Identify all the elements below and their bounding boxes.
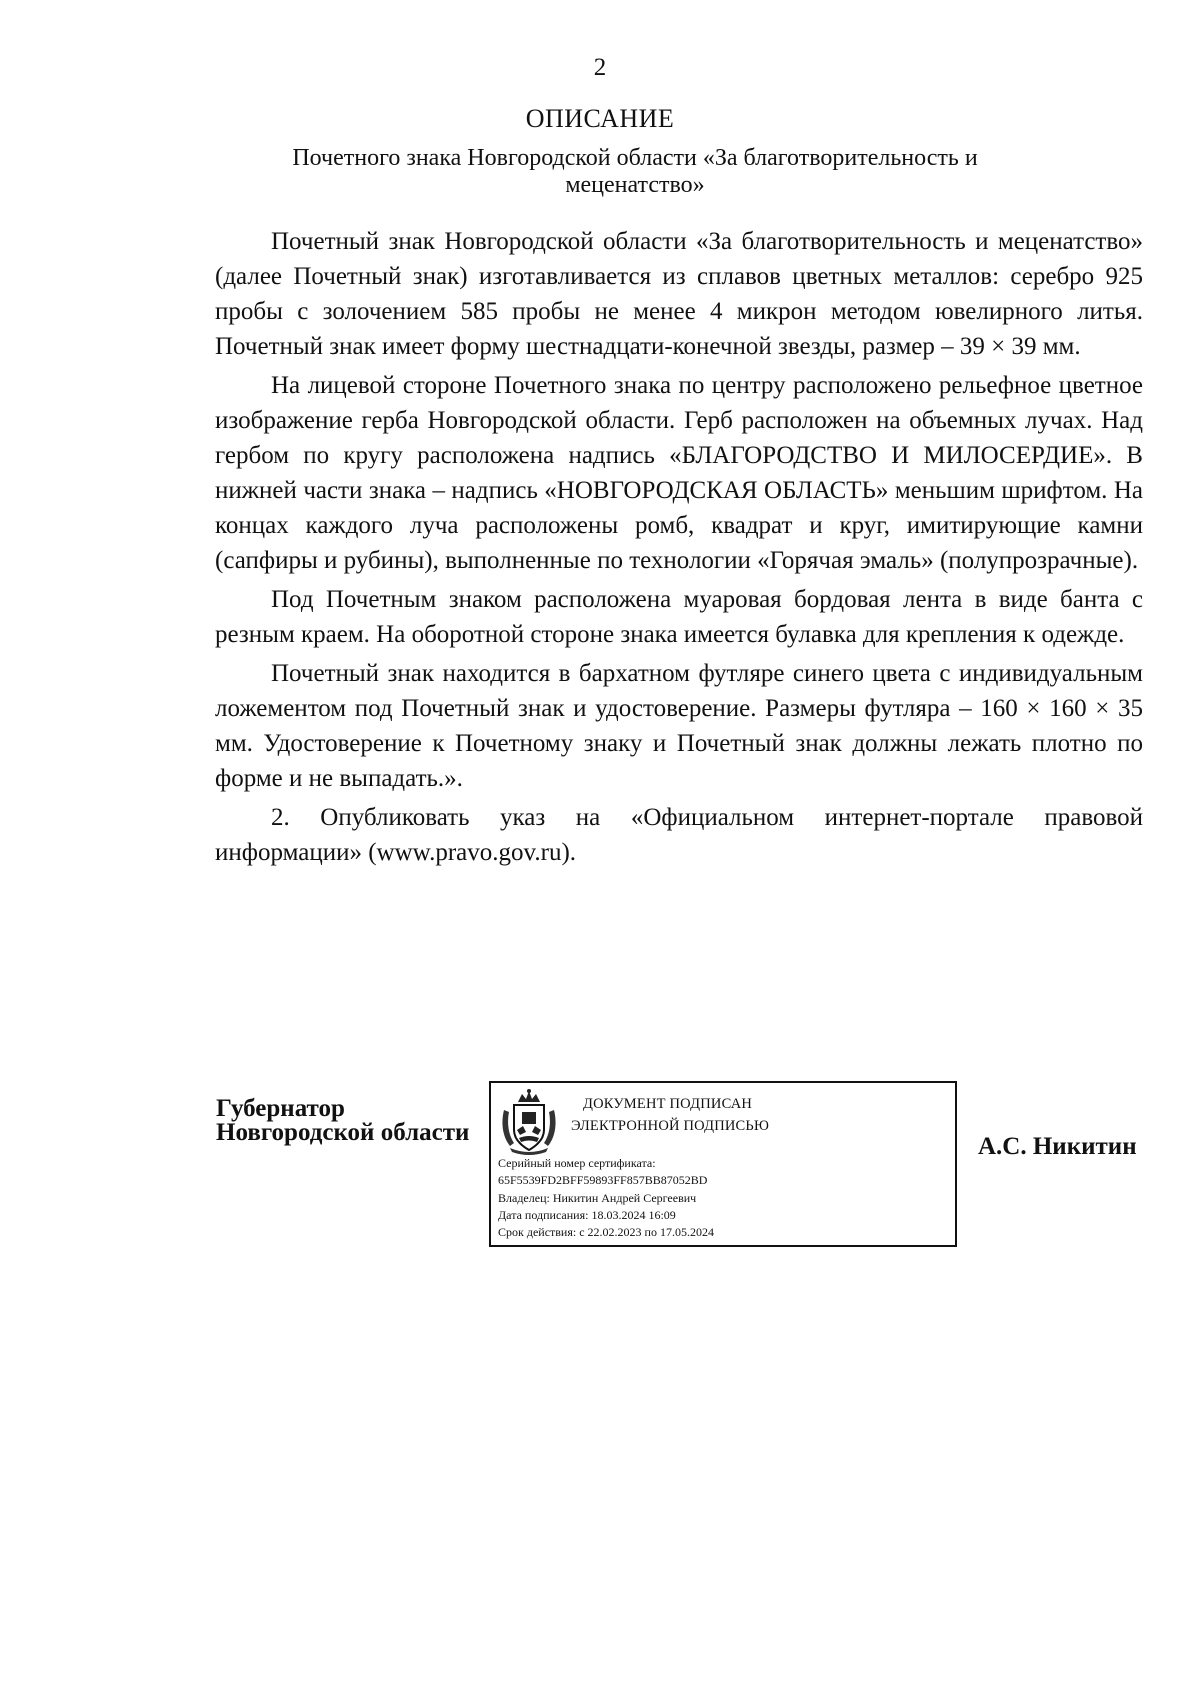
paragraph-materials: Почетный знак Новгородской области «За благотворительность и меценатство» (далее Почетный знак) изготавливается из сплавов цветных металлов: серебро 925 пробы с золочением 585 пробы не менее 4 микрон методом ювелирного литья. Почетный знак имеет форму шестнадцати-конечной звезды, размер – 39 × 39 мм. (215, 228, 1143, 360)
signatory-name: А.С. Никитин (978, 1133, 1137, 1160)
document-body (215, 224, 1143, 874)
paragraph-case: Почетный знак находится в бархатном футляре синего цвета с индивидуальным ложементом под Почетный знак и удостоверение. Размеры футляра – 160 × 160 × 35 мм. Удостоверение к Почетному знаку и Почетный знак должны лежать плотно по форме и не выпадать.». (215, 660, 1143, 792)
subtitle-line: Почетного знака Новгородской области «За благотворительность и (292, 145, 978, 171)
electronic-signature-stamp (489, 1081, 957, 1247)
certificate-owner: Владелец: Никитин Андрей Сергеевич (498, 1190, 697, 1205)
stamp-details (498, 1155, 714, 1241)
certificate-validity: Срок действия: с 22.02.2023 по 17.05.2024 (498, 1225, 714, 1240)
position-line: Новгородской области (216, 1119, 470, 1146)
serial-label: Серийный номер сертификата: (498, 1156, 656, 1170)
position-line: Губернатор (216, 1095, 345, 1122)
page-number: 2 (593, 54, 607, 81)
stamp-header-line1: ДОКУМЕНТ ПОДПИСАН (583, 1096, 753, 1112)
serial-value: 65F5539FD2BFF59893FF857BB87052BD (498, 1173, 708, 1188)
paragraph-ribbon: Под Почетным знаком расположена муаровая бордовая лента в виде банта с резным краем. На оборотной стороне знака имеется булавка для крепления к одежде. (215, 586, 1143, 648)
signatory-position (216, 1097, 469, 1145)
paragraph-front-side: На лицевой стороне Почетного знака по центру расположено рельефное цветное изображение герба Новгородской области. Герб расположен на объемных лучах. Над гербом по кругу расположена надпись «БЛАГОРОДСТВО И МИЛОСЕРДИЕ». В нижней части знака – надпись «НОВГОРОДСКАЯ ОБЛАСТЬ» меньшим шрифтом. На концах каждого луча расположены ромб, квадрат и круг, имитирующие камни (сапфиры и рубины), выполненные по технологии «Горячая эмаль» (полупрозрачные). (215, 372, 1143, 574)
signing-date: Дата подписания: 18.03.2024 16:09 (498, 1207, 676, 1222)
novgorod-coat-of-arms-icon (500, 1088, 558, 1156)
document-title: ОПИСАНИЕ (525, 104, 675, 133)
stamp-header-line2: ЭЛЕКТРОННОЙ ПОДПИСЬЮ (571, 1118, 770, 1134)
subtitle-line: меценатство» (565, 172, 705, 198)
document-subtitle (260, 145, 1010, 199)
paragraph-publication: 2. Опубликовать указ на «Официальном интернет-портале правовой информации» (www.pravo.gov.ru). (215, 804, 1143, 866)
